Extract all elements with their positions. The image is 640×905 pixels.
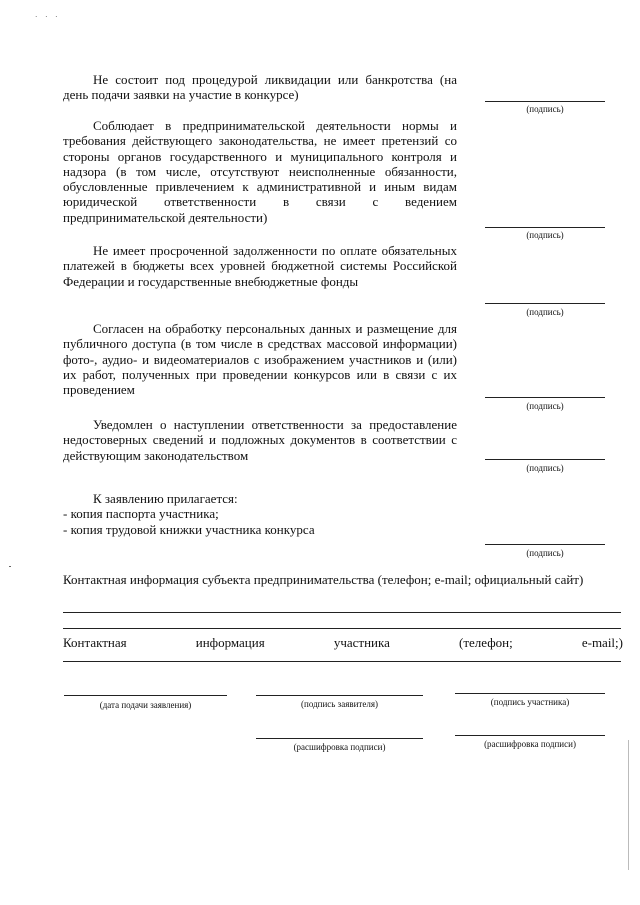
contact-word-3: участника (333, 635, 390, 650)
contact-word-4: (телефон; (459, 635, 513, 650)
signature-line-3[interactable] (485, 303, 605, 304)
contact-participant-label (63, 635, 623, 650)
participant-decode-caption: (расшифровка подписи) (484, 739, 576, 749)
signature-caption-3: (подпись) (526, 307, 564, 317)
scan-mark: · · · (35, 13, 61, 21)
signature-caption-1: (подпись) (526, 104, 564, 114)
signature-line-1[interactable] (485, 101, 605, 102)
contact-word-1: Контактная (63, 635, 127, 650)
contact-entrepreneur-line-2[interactable] (63, 628, 621, 629)
signature-caption-5: (подпись) (526, 463, 564, 473)
applicant-decode-caption: (расшифровка подписи) (293, 742, 386, 752)
scan-edge (628, 740, 629, 870)
statement-liquidation: Не состоит под процедурой ликвидации или банкротства (на день подачи заявки на участие в конкурсе) (63, 72, 457, 103)
attachment-item-workbook: - копия трудовой книжки участника конкурса (63, 521, 315, 537)
statement-debt: Не имеет просроченной задолженности по оплате обязательных платежей в бюджеты всех уровней бюджетной системы Российской Федерации и государственные внебюджетные фонды (63, 243, 457, 289)
contact-entrepreneur-line-1[interactable] (63, 612, 621, 613)
statement-compliance: Соблюдает в предпринимательской деятельности нормы и требования действующего законодательства, не имеет претензий со стороны органов государственного и муниципального контроля и надзора (в том числе, отсутствуют неисполненные обязанности, обусловленные привлечением к административной и иным видам юридической ответственности в связи с ведением предпринимательской деятельности) (63, 118, 457, 225)
statement-personal-data: Согласен на обработку персональных данных и размещение для публичного доступа (в том числе в средствах массовой информации) фото-, аудио- и видеоматериалов с изображением участников и (или) их работ, полученных при проведении конкурсов или в связи с их проведением (63, 321, 457, 398)
scan-tick (9, 566, 11, 567)
applicant-signature-caption: (подпись заявителя) (301, 699, 378, 709)
contact-word-5: e-mail;) (581, 635, 623, 650)
participant-decode-line[interactable] (455, 735, 605, 736)
date-caption: (дата подачи заявления) (99, 700, 192, 710)
attachment-item-passport: - копия паспорта участника; (63, 506, 219, 522)
applicant-decode-line[interactable] (256, 738, 423, 739)
signature-line-2[interactable] (485, 227, 605, 228)
signature-line-6[interactable] (485, 544, 605, 545)
contact-participant-line[interactable] (63, 661, 621, 662)
signature-caption-4: (подпись) (526, 401, 564, 411)
statement-liability: Уведомлен о наступлении ответственности за предоставление недостоверных сведений и подложных документов в соответствии с действующим законодательством (63, 417, 457, 463)
contact-word-2: информация (195, 635, 265, 650)
applicant-signature-line[interactable] (256, 695, 423, 696)
signature-line-5[interactable] (485, 459, 605, 460)
signature-line-4[interactable] (485, 397, 605, 398)
participant-signature-line[interactable] (455, 693, 605, 694)
signature-caption-6: (подпись) (526, 548, 564, 558)
attachments-block (63, 491, 463, 537)
contact-entrepreneur-label: Контактная информация субъекта предпринимательства (телефон; e-mail; официальный сайт) (63, 572, 584, 587)
date-line[interactable] (64, 695, 227, 696)
signature-caption-2: (подпись) (526, 230, 564, 240)
attachments-title: К заявлению прилагается: (93, 491, 238, 506)
participant-signature-caption: (подпись участника) (490, 697, 570, 707)
